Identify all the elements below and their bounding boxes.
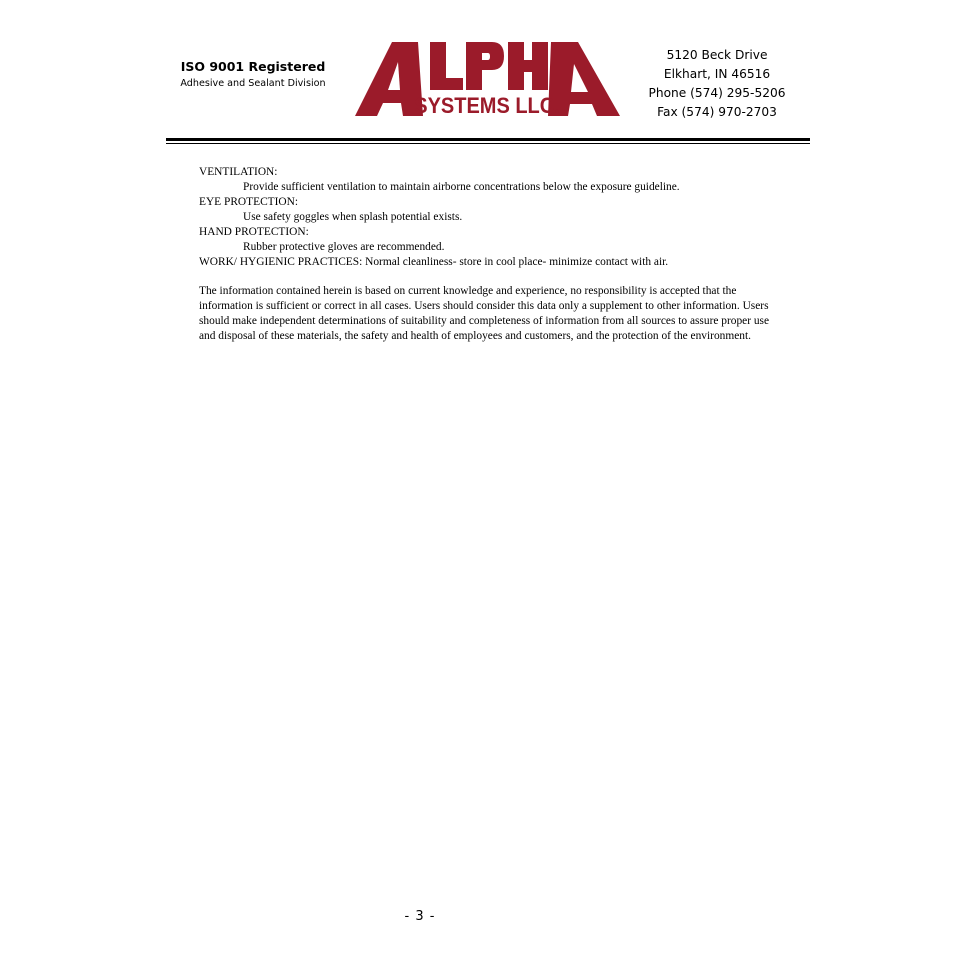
logo-graphic [352, 40, 624, 120]
disclaimer-line: The information contained herein is based on current knowledge and experience, no responsibility is accepted that the [199, 285, 737, 297]
disclaimer-line: information is sufficient or correct in all cases. Users should consider this data only a supplement to other information. Users [199, 300, 769, 312]
company-address [636, 46, 798, 122]
alpha-systems-logo [352, 40, 624, 120]
ventilation-text: Provide sufficient ventilation to maintain airborne concentrations below the exposure guideline. [243, 181, 680, 193]
disclaimer-line: should make independent determinations of suitability and completeness of information from all sources to assure proper use [199, 315, 770, 327]
logo-letter-a-left [355, 42, 423, 116]
header-divider-thick [166, 138, 810, 141]
iso-title: ISO 9001 Registered [180, 59, 326, 74]
page-number: - 3 - [404, 909, 436, 924]
logo-sub-wordmark: SYSTEMS LLC. [414, 94, 560, 119]
address-phone: Phone (574) 295-5206 [648, 86, 786, 100]
eye-protection-text: Use safety goggles when splash potential exists. [243, 211, 463, 223]
ventilation-heading: VENTILATION: [199, 166, 278, 178]
iso-subtitle: Adhesive and Sealant Division [180, 78, 326, 89]
disclaimer-line: and disposal of these materials, the safety and health of employees and customers, and the protection of the environment. [199, 330, 751, 342]
document-body [199, 165, 829, 344]
disclaimer-paragraph [199, 284, 829, 344]
logo-letter-p [466, 42, 504, 90]
logo-letter-h [508, 42, 548, 90]
hand-protection-text: Rubber protective gloves are recommended. [243, 241, 445, 253]
hand-protection-heading: HAND PROTECTION: [199, 226, 309, 238]
address-fax: Fax (574) 970-2703 [657, 105, 777, 119]
address-street: 5120 Beck Drive [666, 48, 768, 62]
address-city: Elkhart, IN 46516 [663, 67, 771, 81]
header-divider-thin [166, 143, 810, 144]
eye-protection-heading: EYE PROTECTION: [199, 196, 299, 208]
logo-letter-l [430, 42, 463, 90]
work-hygienic-practices: WORK/ HYGIENIC PRACTICES: Normal cleanliness- store in cool place- minimize contact with air. [199, 256, 669, 268]
iso-registration-block [178, 58, 328, 91]
